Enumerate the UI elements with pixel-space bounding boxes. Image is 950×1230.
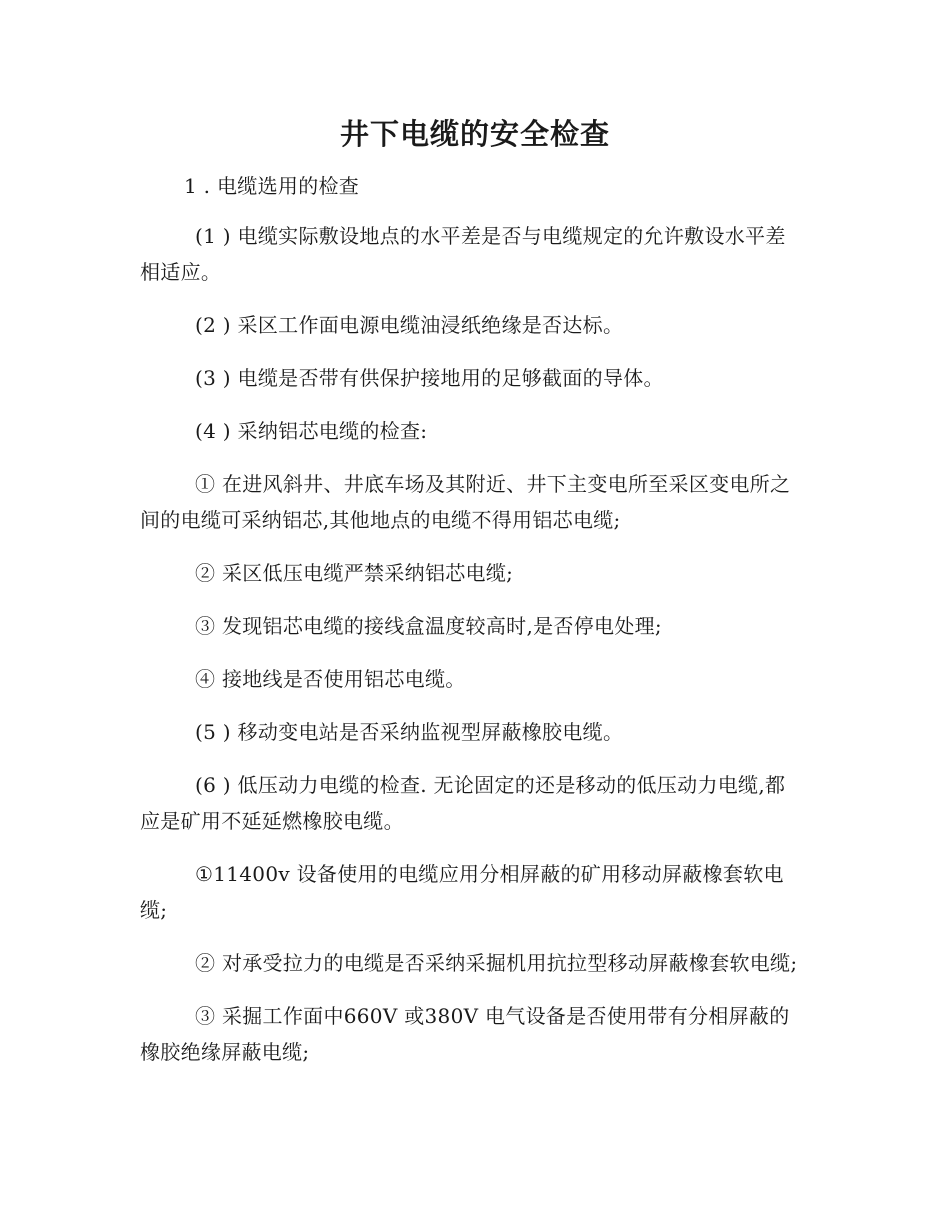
- paragraph-subitem-4-4: ④ 接地线是否使用铝芯电缆。: [195, 667, 466, 691]
- paragraph-subitem-4-2: ② 采区低压电缆严禁采纳铝芯电缆;: [195, 561, 514, 585]
- paragraph-subitem-6-2: ② 对承受拉力的电缆是否采纳采掘机用抗拉型移动屏蔽橡套软电缆;: [195, 951, 798, 975]
- paragraph-subitem-4-3: ③ 发现铝芯电缆的接线盒温度较高时,是否停电处理;: [195, 614, 662, 638]
- section-heading: 1 . 电缆选用的检查: [184, 174, 360, 198]
- paragraph-subitem-6-3: ③ 采掘工作面中660V 或380V 电气设备是否使用带有分相屏蔽的橡胶绝缘屏蔽电缆;: [140, 1004, 790, 1064]
- paragraph-item-4: (4 ) 采纳铝芯电缆的检查:: [195, 419, 428, 443]
- paragraph-item-6: (6 ) 低压动力电缆的检查. 无论固定的还是移动的低压动力电缆,都应是矿用不延延燃橡胶电缆。: [140, 773, 786, 833]
- paragraph-item-3: (3 ) 电缆是否带有供保护接地用的足够截面的导体。: [195, 366, 664, 390]
- paragraph-item-1: (1 ) 电缆实际敷设地点的水平差是否与电缆规定的允许敷设水平差相适应。: [140, 224, 786, 284]
- document-body: [140, 168, 805, 1087]
- paragraph-subitem-6-1: ①11400v 设备使用的电缆应用分相屏蔽的矿用移动屏蔽橡套软电缆;: [140, 862, 784, 922]
- page-title: 井下电缆的安全检查: [339, 117, 610, 151]
- paragraph-item-2: (2 ) 采区工作面电源电缆油浸纸绝缘是否达标。: [195, 313, 624, 337]
- paragraph-item-5: (5 ) 移动变电站是否采纳监视型屏蔽橡胶电缆。: [195, 720, 624, 744]
- paragraph-subitem-4-1: ① 在进风斜井、井底车场及其附近、井下主变电所至采区变电所之间的电缆可采纳铝芯,其他地点的电缆不得用铝芯电缆;: [140, 472, 791, 532]
